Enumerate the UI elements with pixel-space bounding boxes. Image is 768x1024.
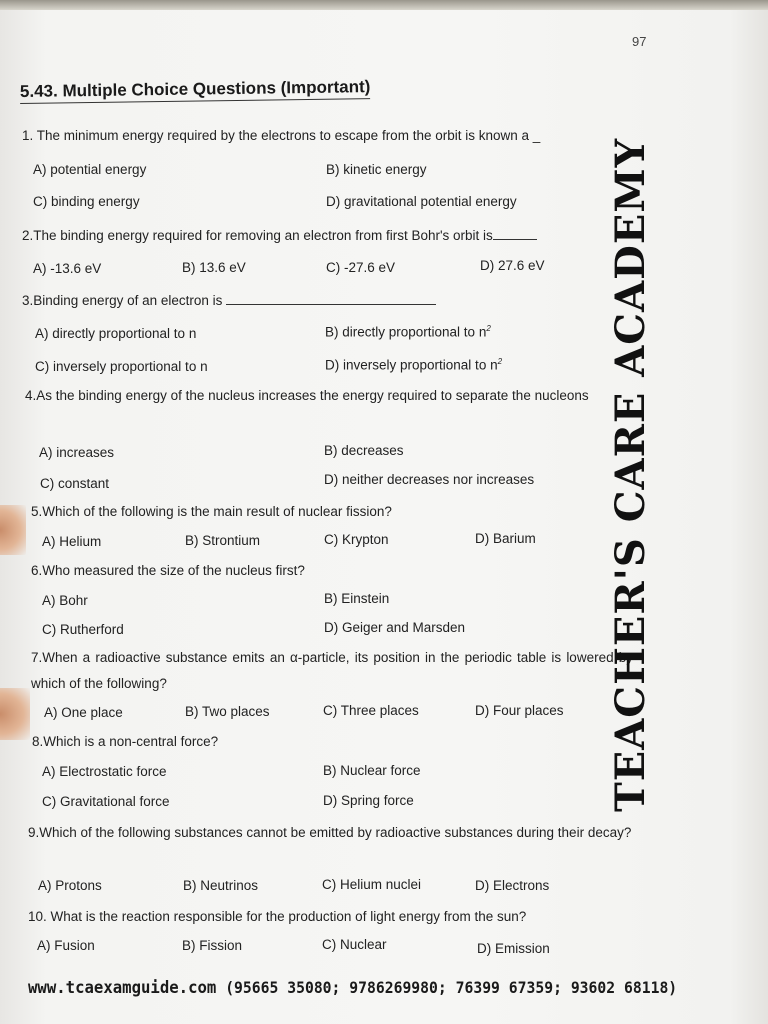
option: D) 27.6 eV [480, 258, 545, 273]
question-10: 10. What is the reaction responsible for the production of light energy from the sun? [28, 909, 527, 924]
option: D) Four places [475, 703, 564, 718]
answer-blank [226, 292, 436, 305]
superscript: 2 [497, 357, 503, 366]
option: B) Einstein [324, 591, 390, 606]
question-9: 9.Which of the following substances cannot be emitted by radioactive substances during their decay? [28, 825, 632, 840]
option: B) kinetic energy [326, 162, 427, 177]
option: C) Gravitational force [42, 794, 170, 809]
question-4: 4.As the binding energy of the nucleus increases the energy required to separate the nucleons [25, 388, 589, 403]
option: A) Protons [38, 878, 102, 893]
footer-phones: (95665 35080; 9786269980; 76399 67359; 93602 68118) [225, 978, 678, 997]
academy-watermark: TEACHER'S CARE ACADEMY [607, 137, 654, 812]
option: C) constant [40, 476, 110, 491]
option: B) 13.6 eV [182, 260, 246, 275]
option: A) directly proportional to n [35, 326, 197, 341]
option [325, 357, 502, 373]
page-number: 97 [632, 34, 647, 49]
section-title: 5.43. Multiple Choice Questions (Important) [20, 77, 371, 104]
option: A) potential energy [33, 162, 147, 177]
footer-url[interactable]: www.tcaexamguide.com [28, 978, 217, 998]
option: D) Emission [477, 941, 550, 956]
option: A) Electrostatic force [42, 764, 167, 779]
option: B) Strontium [185, 533, 261, 548]
option: C) Three places [323, 703, 419, 718]
option: B) Neutrinos [183, 878, 259, 893]
option: D) Electrons [475, 878, 550, 893]
question-3 [22, 292, 436, 308]
question-2 [22, 227, 537, 243]
option: D) neither decreases nor increases [324, 472, 535, 487]
question-5: 5.Which of the following is the main result of nuclear fission? [31, 504, 392, 519]
option: B) Fission [182, 938, 243, 953]
option: D) Geiger and Marsden [324, 620, 466, 635]
option: A) Bohr [42, 593, 88, 608]
option: A) One place [44, 705, 123, 720]
question-6: 6.Who measured the size of the nucleus first? [31, 563, 305, 578]
question-text: 3.Binding energy of an electron is [22, 293, 223, 308]
option: D) gravitational potential energy [326, 194, 517, 209]
option: A) -13.6 eV [33, 261, 102, 276]
option: C) Nuclear [322, 937, 387, 952]
option: C) inversely proportional to n [35, 359, 208, 374]
option: D) Spring force [323, 793, 414, 808]
superscript: 2 [486, 324, 491, 333]
option: B) decreases [324, 443, 404, 458]
option: C) -27.6 eV [326, 260, 396, 275]
finger-shadow [0, 688, 30, 740]
option: D) Barium [475, 531, 536, 546]
option: C) Krypton [324, 532, 389, 547]
question-text: 2.The binding energy required for removing an electron from first Bohr's orbit is [22, 228, 493, 243]
answer-blank [493, 227, 537, 240]
page-top-edge [0, 0, 768, 10]
option-text: D) inversely proportional to n [325, 357, 498, 373]
finger-shadow [0, 505, 26, 555]
option: B) Nuclear force [323, 763, 421, 778]
option: A) Fusion [37, 938, 95, 953]
question-7: 7.When a radioactive substance emits an α-particle, its position in the periodic table is lowered by which of the following? [31, 650, 633, 691]
option: C) binding energy [33, 194, 140, 209]
footer [28, 978, 677, 998]
question-1: 1. The minimum energy required by the electrons to escape from the orbit is known a _ [22, 128, 541, 143]
option: A) increases [39, 445, 115, 460]
option [325, 324, 491, 340]
option: C) Rutherford [42, 622, 124, 637]
option: B) Two places [185, 704, 270, 719]
question-8: 8.Which is a non-central force? [32, 734, 219, 749]
option-text: B) directly proportional to n [325, 324, 487, 340]
option: A) Helium [42, 534, 102, 549]
option: C) Helium nuclei [322, 877, 422, 892]
